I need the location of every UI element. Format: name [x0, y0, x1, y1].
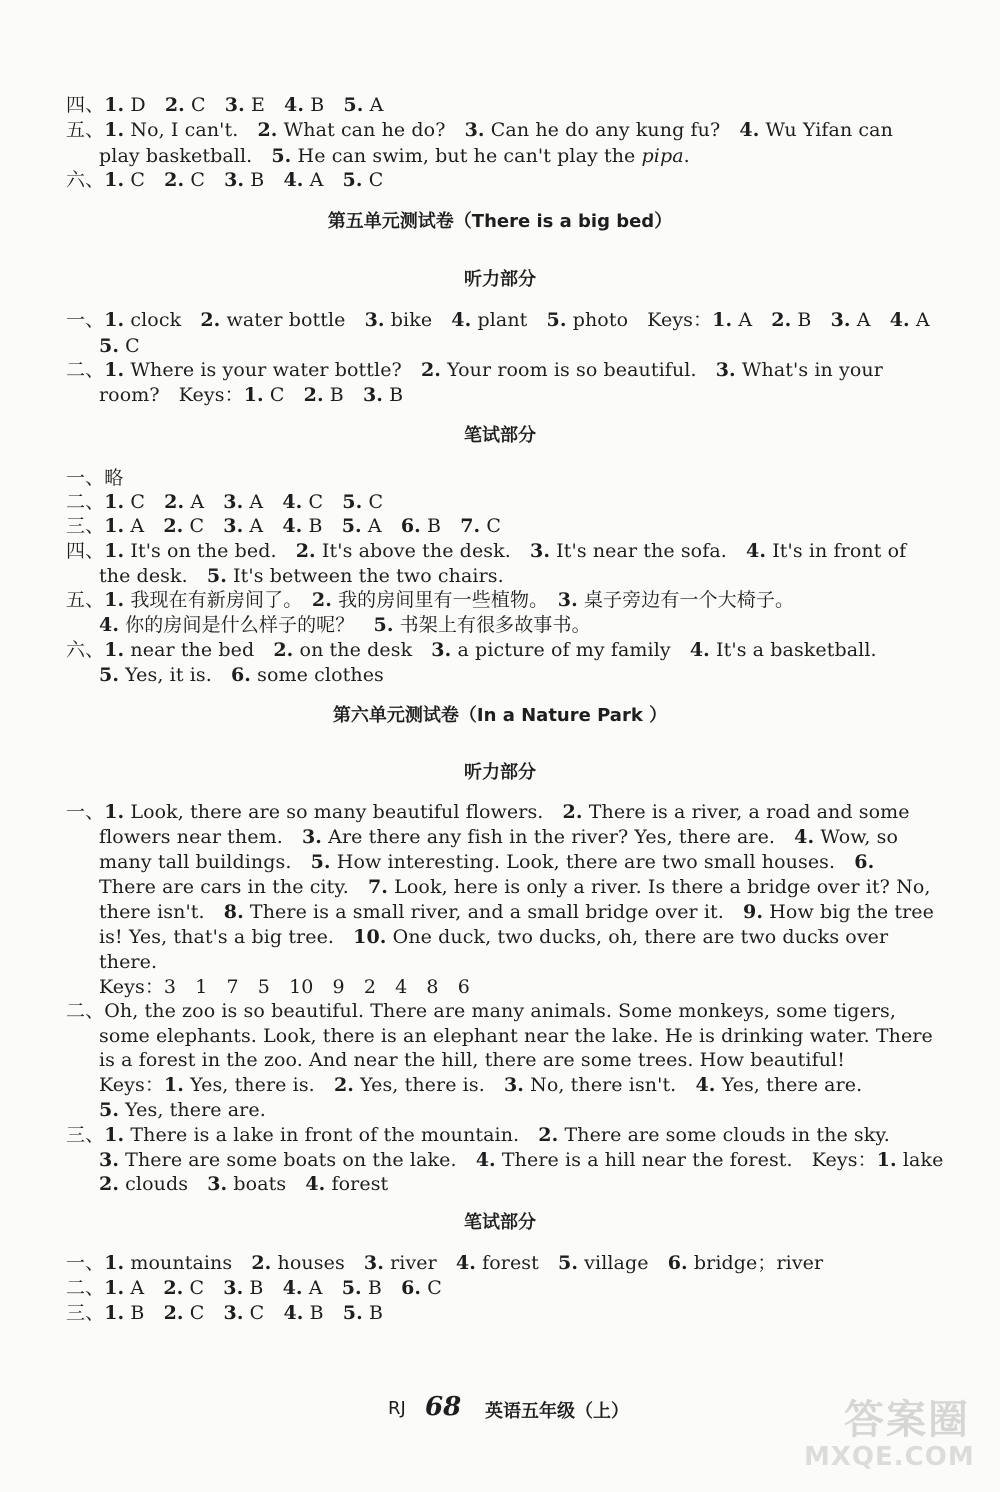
answer-line: 五、1. No, I can't. 2. What can he do? 3. Can he do any kung fu? 4. Wu Yifan can — [66, 119, 893, 141]
answer-line: 四、1. It's on the bed. 2. It's above the desk. 3. It's near the sofa. 4. It's in front of — [66, 540, 907, 562]
answer-line: 一、1. mountains 2. houses 3. river 4. forest 5. village 6. bridge；river — [66, 1252, 824, 1274]
answer-line: 5. C — [99, 335, 140, 357]
answer-line: room? Keys：1. C 2. B 3. B — [99, 384, 404, 406]
answer-line: Keys：3 1 7 5 10 9 2 4 8 6 — [99, 976, 470, 998]
page-number: 68 — [425, 1392, 462, 1422]
answer-line: 4. 你的房间是什么样子的呢？ 5. 书架上有很多故事书。 — [99, 614, 591, 636]
edition-code: RJ — [388, 1398, 406, 1419]
answer-line: 一、1. Look, there are so many beautiful flowers. 2. There is a river, a road and some — [66, 801, 910, 823]
answer-line: 二、Oh, the zoo is so beautiful. There are many animals. Some monkeys, some tigers, — [66, 1000, 896, 1022]
watermark-logo — [804, 1388, 994, 1480]
answer-line: 5. Yes, it is. 6. some clothes — [99, 664, 384, 686]
book-title: 英语五年级（上） — [485, 1401, 629, 1422]
answer-line: 六、1. C 2. C 3. B 4. A 5. C — [66, 169, 384, 191]
answer-line: 5. Yes, there are. — [99, 1099, 266, 1121]
section-heading: 笔试部分 — [464, 1212, 536, 1233]
section-heading: 听力部分 — [464, 269, 536, 290]
watermark-text: 答案圈 — [844, 1397, 970, 1443]
answer-line: 二、1. C 2. A 3. A 4. C 5. C — [66, 491, 384, 513]
answer-line: Keys：1. Yes, there is. 2. Yes, there is. 3. No, there isn't. 4. Yes, there are. — [99, 1074, 863, 1096]
answer-line: is! Yes, that's a big tree. 10. One duck, two ducks, oh, there are two ducks over — [99, 926, 889, 948]
answer-line: 一、略 — [66, 467, 124, 489]
answer-line: there isn't. 8. There is a small river, and a small bridge over it. 9. How big the tree — [99, 901, 934, 923]
answer-line: 六、1. near the bed 2. on the desk 3. a picture of my family 4. It's a basketball. — [66, 639, 877, 661]
watermark-url: MXQE.COM — [804, 1442, 975, 1472]
answer-line: flowers near them. 3. Are there any fish in the river? Yes, there are. 4. Wow, so — [99, 826, 899, 848]
unit-heading: 第六单元测试卷（In a Nature Park ） — [332, 705, 668, 726]
answer-line: 二、1. Where is your water bottle? 2. Your room is so beautiful. 3. What's in your — [66, 359, 883, 381]
answer-line: there. — [99, 951, 158, 973]
answer-line: the desk. 5. It's between the two chairs. — [99, 565, 504, 587]
answer-line: 三、1. B 2. C 3. C 4. B 5. B — [66, 1302, 384, 1324]
answer-line: 四、1. D 2. C 3. E 4. B 5. A — [66, 94, 384, 116]
answer-line: 五、1. 我现在有新房间了。 2. 我的房间里有一些植物。 3. 桌子旁边有一个大椅子。 — [66, 589, 795, 611]
answer-line: 二、1. A 2. C 3. B 4. A 5. B 6. C — [66, 1277, 442, 1299]
answer-line: many tall buildings. 5. How interesting. Look, there are two small houses. 6. — [99, 851, 875, 873]
answer-line: There are cars in the city. 7. Look, here is only a river. Is there a bridge over it? No, — [99, 876, 931, 898]
unit-heading: 第五单元测试卷（There is a big bed） — [327, 211, 673, 232]
answer-line: 一、1. clock 2. water bottle 3. bike 4. plant 5. photo Keys：1. A 2. B 3. A 4. A — [66, 309, 930, 331]
answer-line: some elephants. Look, there is an elephant near the lake. He is drinking water. There — [99, 1025, 933, 1047]
section-heading: 笔试部分 — [464, 425, 536, 446]
answer-line: play basketball. 5. He can swim, but he can't play the pipa. — [99, 145, 690, 167]
answer-line: 3. There are some boats on the lake. 4. There is a hill near the forest. Keys：1. lake — [99, 1149, 944, 1171]
section-heading: 听力部分 — [464, 762, 536, 783]
answer-line: 三、1. There is a lake in front of the mountain. 2. There are some clouds in the sky. — [66, 1124, 890, 1146]
answer-line: is a forest in the zoo. And near the hill, there are some trees. How beautiful! — [99, 1049, 845, 1071]
answer-line: 三、1. A 2. C 3. A 4. B 5. A 6. B 7. C — [66, 515, 502, 537]
answer-line: 2. clouds 3. boats 4. forest — [99, 1173, 389, 1195]
